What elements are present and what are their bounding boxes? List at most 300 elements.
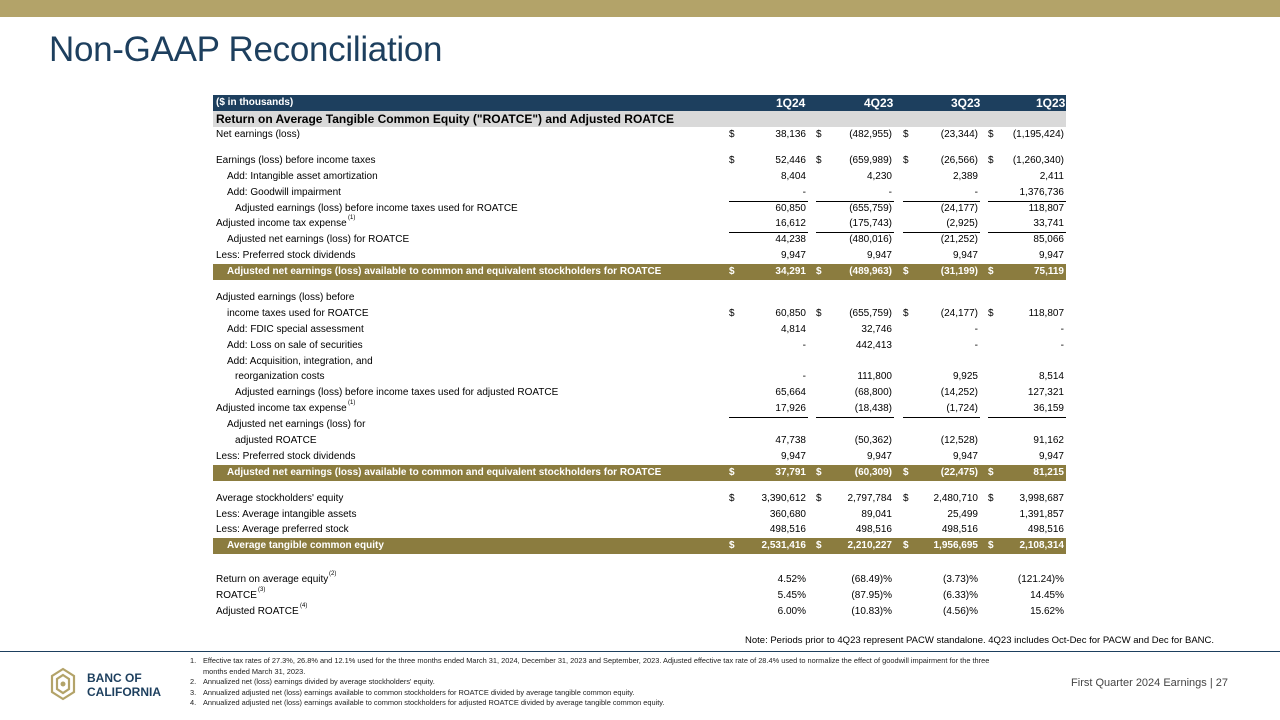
cell-value: 8,514 <box>1038 371 1064 383</box>
table-cell <box>903 127 980 143</box>
currency-symbol: $ <box>988 154 994 166</box>
table-row <box>213 185 1066 201</box>
cell-value: 9,947 <box>1038 450 1064 462</box>
table-row <box>213 153 1066 169</box>
table-cell <box>988 522 1066 539</box>
table-cell <box>816 216 894 233</box>
table-cell <box>816 491 894 507</box>
table-cell <box>729 449 808 466</box>
row-label: Return on average equity <box>216 574 329 586</box>
table-cell <box>988 322 1066 338</box>
table-cell <box>729 216 808 233</box>
table-cell <box>729 322 808 338</box>
table-cell <box>729 153 808 169</box>
table-cell <box>903 216 980 233</box>
currency-symbol: $ <box>988 266 994 278</box>
total-row <box>213 465 1066 481</box>
table-cell <box>903 572 980 588</box>
table-cell <box>988 232 1066 248</box>
table-cell <box>988 604 1066 620</box>
cell-value: 14.45% <box>1030 590 1064 602</box>
table-cell <box>729 264 808 280</box>
table-cell <box>988 369 1066 385</box>
table-cell <box>729 522 808 539</box>
cell-value: 37,791 <box>775 466 806 478</box>
currency-symbol: $ <box>903 466 909 478</box>
row-label: Add: Acquisition, integration, and <box>227 355 373 367</box>
column-header: 1Q24 <box>776 96 806 110</box>
cell-value: 498,516 <box>1027 524 1064 536</box>
cell-value: (1,260,340) <box>1012 154 1064 166</box>
cell-value: 32,746 <box>861 323 892 335</box>
cell-value: (175,743) <box>849 218 892 230</box>
cell-value: (6.33)% <box>942 590 978 602</box>
table-cell <box>729 604 808 620</box>
top-accent-bar <box>0 0 1280 17</box>
cell-value: (50,362) <box>854 435 892 447</box>
table-cell <box>816 538 894 554</box>
cell-value: - <box>1060 339 1064 351</box>
table-row <box>213 338 1066 354</box>
table-row <box>213 354 1066 370</box>
table-cell <box>988 507 1066 523</box>
table-cell <box>903 264 980 280</box>
table-cell <box>729 369 808 385</box>
cell-value: 52,446 <box>775 154 806 166</box>
row-label: Adjusted earnings (loss) before income taxes used for ROATCE <box>235 202 518 214</box>
table-cell <box>988 465 1066 481</box>
cell-value: 9,925 <box>952 371 978 383</box>
cell-value: 4,230 <box>866 170 892 182</box>
table-cell <box>729 338 808 354</box>
table-cell <box>816 201 894 217</box>
table-cell <box>816 185 894 202</box>
table-cell <box>988 127 1066 143</box>
table-cell <box>729 201 808 217</box>
currency-symbol: $ <box>816 466 822 478</box>
brand-line-2: CALIFORNIA <box>87 685 161 699</box>
cell-value: (87.95)% <box>851 590 892 602</box>
cell-value: 85,066 <box>1033 234 1064 246</box>
currency-symbol: $ <box>816 307 822 319</box>
banc-logo-icon <box>48 667 78 701</box>
table-row <box>213 369 1066 385</box>
row-label: ROATCE <box>216 590 257 602</box>
cell-value: - <box>974 323 978 335</box>
table-cell <box>988 248 1066 265</box>
row-label: Adjusted earnings (loss) before income taxes used for adjusted ROATCE <box>235 387 559 399</box>
cell-value: 8,404 <box>780 170 806 182</box>
cell-value: (2,925) <box>946 218 978 230</box>
currency-symbol: $ <box>988 466 994 478</box>
row-label: Add: Loss on sale of securities <box>227 339 363 351</box>
cell-value: 15.62% <box>1030 606 1064 618</box>
cell-value: 111,800 <box>857 371 892 383</box>
table-row <box>213 322 1066 338</box>
currency-symbol: $ <box>903 266 909 278</box>
cell-value: (26,566) <box>940 154 978 166</box>
table-cell <box>816 401 894 418</box>
table-row: Return on average equity (2) 4.52% (68.49)% (3.73)% (121.24)% <box>213 572 1066 588</box>
cell-value: 4,814 <box>780 323 806 335</box>
table-cell <box>903 248 980 265</box>
page-title: Non-GAAP Reconciliation <box>49 30 443 69</box>
cell-value: (489,963) <box>849 266 892 278</box>
row-label: Adjusted net earnings (loss) available to common and equivalent stockholders for ROATCE <box>227 466 662 478</box>
table-row <box>213 433 1066 449</box>
row-label: Average stockholders' equity <box>216 492 344 504</box>
currency-symbol: $ <box>988 307 994 319</box>
table-cell <box>816 127 894 143</box>
cell-value: (12,528) <box>940 435 978 447</box>
table-cell <box>903 507 980 523</box>
cell-value: 75,119 <box>1033 266 1064 278</box>
cell-value: 1,956,695 <box>933 540 978 552</box>
table-cell <box>816 449 894 466</box>
currency-symbol: $ <box>988 492 994 504</box>
table-cell <box>816 588 894 604</box>
cell-value: 9,947 <box>866 250 892 262</box>
table-cell <box>816 369 894 385</box>
cell-value: 498,516 <box>769 524 806 536</box>
currency-symbol: $ <box>729 266 735 278</box>
table-cell <box>903 153 980 169</box>
table-cell <box>729 538 808 554</box>
table-row <box>213 201 1066 217</box>
table-cell <box>816 153 894 169</box>
table-cell <box>988 433 1066 449</box>
cell-value: 89,041 <box>861 508 892 520</box>
table-cell <box>988 169 1066 185</box>
cell-value: 5.45% <box>777 590 806 602</box>
cell-value: (1,724) <box>946 403 978 415</box>
cell-value: (1,195,424) <box>1012 129 1064 140</box>
table-cell <box>816 232 894 248</box>
cell-value: 1,376,736 <box>1019 186 1064 198</box>
table-cell <box>903 433 980 449</box>
table-cell <box>816 572 894 588</box>
cell-value: (31,199) <box>940 266 978 278</box>
cell-value: 44,238 <box>775 234 806 246</box>
currency-symbol: $ <box>729 129 735 140</box>
cell-value: 60,850 <box>775 202 806 214</box>
table-cell <box>903 538 980 554</box>
table-cell <box>988 538 1066 554</box>
cell-value: 2,389 <box>952 170 978 182</box>
table-note: Note: Periods prior to 4Q23 represent PACW standalone. 4Q23 includes Oct-Dec for PACW and Dec for BANC. <box>745 635 1215 646</box>
cell-value: (21,252) <box>940 234 978 246</box>
row-label: reorganization costs <box>235 371 325 383</box>
column-header: 1Q23 <box>1036 96 1066 110</box>
table-cell <box>816 465 894 481</box>
table-cell <box>729 169 808 185</box>
currency-symbol: $ <box>903 492 909 504</box>
cell-value: 3,998,687 <box>1019 492 1064 504</box>
row-label: Less: Preferred stock dividends <box>216 450 356 462</box>
unit-label: ($ in thousands) <box>216 97 294 108</box>
table-cell <box>903 185 980 202</box>
cell-value: 127,321 <box>1027 387 1064 399</box>
cell-value: 38,136 <box>775 129 806 140</box>
table-body <box>213 127 1066 620</box>
column-header: 3Q23 <box>951 96 981 110</box>
cell-value: 9,947 <box>952 450 978 462</box>
currency-symbol: $ <box>816 154 822 166</box>
cell-value: 118,807 <box>1028 202 1064 214</box>
cell-value: 118,807 <box>1028 307 1064 319</box>
currency-symbol: $ <box>816 540 822 552</box>
table-cell <box>988 338 1066 354</box>
section-title: Return on Average Tangible Common Equity ("ROATCE") and Adjusted ROATCE <box>216 112 675 126</box>
cell-value: 33,741 <box>1033 218 1064 230</box>
row-label: Adjusted net earnings (loss) for ROATCE <box>227 234 410 246</box>
table-row <box>213 507 1066 523</box>
cell-value: 16,612 <box>775 218 806 230</box>
cell-value: (23,344) <box>940 129 978 140</box>
table-cell <box>816 248 894 265</box>
currency-symbol: $ <box>729 540 735 552</box>
cell-value: 9,947 <box>1038 250 1064 262</box>
table-cell <box>816 264 894 280</box>
table-cell <box>816 306 894 322</box>
footer-text: First Quarter 2024 Earnings | <box>1071 677 1213 689</box>
cell-value: 9,947 <box>780 450 806 462</box>
table-cell <box>816 522 894 539</box>
table-row <box>213 169 1066 185</box>
cell-value: 34,291 <box>775 266 806 278</box>
table-cell <box>729 588 808 604</box>
footnote: 2. Annualized net (loss) earnings divided by average stockholders' equity. <box>190 677 435 686</box>
table-cell <box>729 127 808 143</box>
cell-value: (24,177) <box>940 307 978 319</box>
table-row <box>213 306 1066 322</box>
table-cell <box>988 216 1066 233</box>
table-row: Adjusted income tax expense (1) 16,612 (175,743) (2,925) 33,741 <box>213 216 1066 232</box>
cell-value: 2,108,314 <box>1019 540 1064 552</box>
row-label: Adjusted earnings (loss) before <box>216 292 355 304</box>
table-cell <box>816 433 894 449</box>
cell-value: - <box>802 339 806 351</box>
row-label: Add: FDIC special assessment <box>227 323 364 335</box>
cell-value: 81,215 <box>1033 466 1064 478</box>
page-number: 27 <box>1215 677 1228 689</box>
footnote: 4. Annualized adjusted net (loss) earnings available to common stockholders for adjusted ROATCE divided by average tangible common equity. <box>190 698 665 707</box>
table-cell <box>988 201 1066 217</box>
row-spacer <box>213 481 1066 491</box>
row-label: Adjusted ROATCE <box>216 606 299 618</box>
table-cell <box>988 264 1066 280</box>
table-row <box>213 127 1066 143</box>
table-cell <box>988 185 1066 202</box>
cell-value: (3.73)% <box>942 574 978 586</box>
table-cell <box>988 572 1066 588</box>
table-cell <box>729 507 808 523</box>
table-cell <box>729 572 808 588</box>
currency-symbol: $ <box>988 129 994 140</box>
row-label: adjusted ROATCE <box>235 435 317 447</box>
table-row <box>213 385 1066 401</box>
cell-value: 442,413 <box>855 339 892 351</box>
table-cell <box>903 491 980 507</box>
cell-value: 91,162 <box>1033 435 1064 447</box>
row-label: Net earnings (loss) <box>216 129 300 140</box>
table-cell <box>903 338 980 354</box>
table-header-row <box>213 95 1066 111</box>
table-row <box>213 491 1066 507</box>
table-cell <box>729 306 808 322</box>
table-cell <box>988 588 1066 604</box>
row-label: Add: Intangible asset amortization <box>227 170 378 182</box>
footnotes <box>190 656 993 709</box>
table-row: Adjusted ROATCE (4) 6.00% (10.83)% (4.56)% 15.62% <box>213 604 1066 620</box>
cell-value: 60,850 <box>775 307 806 319</box>
table-cell <box>816 604 894 620</box>
table-row <box>213 417 1066 433</box>
table-row <box>213 449 1066 465</box>
cell-value: 36,159 <box>1033 403 1064 415</box>
cell-value: 65,664 <box>775 387 806 399</box>
table-cell <box>903 369 980 385</box>
table-row <box>213 232 1066 248</box>
table-cell <box>988 449 1066 466</box>
currency-symbol: $ <box>729 307 735 319</box>
row-spacer <box>213 280 1066 290</box>
table-cell <box>903 385 980 401</box>
table-cell <box>729 401 808 418</box>
table-row <box>213 248 1066 264</box>
table-cell <box>903 169 980 185</box>
row-label: Less: Preferred stock dividends <box>216 250 356 262</box>
row-label: income taxes used for ROATCE <box>227 307 369 319</box>
table-cell <box>816 507 894 523</box>
row-label: Average tangible common equity <box>227 540 384 552</box>
table-cell <box>988 401 1066 418</box>
currency-symbol: $ <box>903 540 909 552</box>
cell-value: 6.00% <box>777 606 806 618</box>
table-cell <box>729 433 808 449</box>
section-title-row <box>213 111 1066 127</box>
cell-value: (22,475) <box>940 466 978 478</box>
cell-value: 2,210,227 <box>847 540 892 552</box>
brand-name <box>87 671 161 699</box>
table-cell <box>903 306 980 322</box>
table-cell <box>729 232 808 248</box>
cell-value: 2,480,710 <box>933 492 978 504</box>
cell-value: (68,800) <box>854 387 892 399</box>
currency-symbol: $ <box>816 129 822 140</box>
column-header: 4Q23 <box>864 96 894 110</box>
table-row: ROATCE (3) 5.45% (87.95)% (6.33)% 14.45% <box>213 588 1066 604</box>
table-cell <box>903 522 980 539</box>
cell-value: (121.24)% <box>1017 574 1064 586</box>
cell-value: (60,309) <box>854 466 892 478</box>
table-cell <box>729 248 808 265</box>
cell-value: 17,926 <box>775 403 806 415</box>
cell-value: 2,531,416 <box>761 540 806 552</box>
cell-value: 3,390,612 <box>761 492 806 504</box>
cell-value: 498,516 <box>941 524 978 536</box>
table-cell <box>903 322 980 338</box>
cell-value: 9,947 <box>952 250 978 262</box>
currency-symbol: $ <box>729 154 735 166</box>
cell-value: - <box>974 186 978 198</box>
row-label: Adjusted net earnings (loss) for <box>227 419 366 431</box>
reconciliation-table <box>213 95 1066 620</box>
cell-value: (10.83)% <box>851 606 892 618</box>
cell-value: 4.52% <box>777 574 806 586</box>
cell-value: 9,947 <box>780 250 806 262</box>
row-label: Adjusted net earnings (loss) available to common and equivalent stockholders for ROATCE <box>227 266 662 278</box>
cell-value: (482,955) <box>849 129 892 140</box>
cell-value: - <box>974 339 978 351</box>
cell-value: 498,516 <box>855 524 892 536</box>
cell-value: - <box>802 186 806 198</box>
cell-value: - <box>802 371 806 383</box>
currency-symbol: $ <box>816 266 822 278</box>
table-cell <box>903 604 980 620</box>
cell-value: (14,252) <box>940 387 978 399</box>
row-label: Adjusted income tax expense <box>216 218 347 230</box>
table-row: Adjusted income tax expense (1) 17,926 (18,438) (1,724) 36,159 <box>213 401 1066 417</box>
table-cell <box>816 169 894 185</box>
currency-symbol: $ <box>988 540 994 552</box>
table-cell <box>903 201 980 217</box>
table-cell <box>988 385 1066 401</box>
cell-value: (655,759) <box>849 202 892 214</box>
row-label: Earnings (loss) before income taxes <box>216 154 376 166</box>
cell-value: (24,177) <box>940 202 978 214</box>
cell-value: 1,391,857 <box>1019 508 1064 520</box>
row-label: Less: Average intangible assets <box>216 508 357 520</box>
footnote: 3. Annualized adjusted net (loss) earnings available to common stockholders for ROATCE divided by average tangible common equity. <box>190 687 635 697</box>
currency-symbol: $ <box>729 466 735 478</box>
table-cell <box>903 465 980 481</box>
table-cell <box>988 306 1066 322</box>
footer-page-info <box>1071 677 1228 689</box>
row-label: Less: Average preferred stock <box>216 524 349 536</box>
currency-symbol: $ <box>816 492 822 504</box>
footer-divider <box>0 651 1280 652</box>
table-cell <box>988 153 1066 169</box>
table-cell <box>988 491 1066 507</box>
total-row <box>213 538 1066 554</box>
cell-value: - <box>1060 323 1064 335</box>
row-spacer <box>213 143 1066 153</box>
row-label: Add: Goodwill impairment <box>227 186 341 198</box>
cell-value: - <box>888 186 892 198</box>
footnote: 1. Effective tax rates of 27.3%, 26.8% and 12.1% used for the three months ended March 31, 2024, December 31, 2023 and September, 2023. Adjusted effective tax rate of 28.4% used to normalize the effect of goodwill impairment for the three months ended March 31, 2023. <box>190 656 990 676</box>
brand-line-1: BANC OF <box>87 671 142 685</box>
cell-value: (659,989) <box>849 154 892 166</box>
table-cell <box>729 185 808 202</box>
cell-value: (4.56)% <box>942 606 978 618</box>
currency-symbol: $ <box>903 307 909 319</box>
row-spacer <box>213 554 1066 572</box>
cell-value: (480,016) <box>849 234 892 246</box>
cell-value: (655,759) <box>849 307 892 319</box>
row-label: Adjusted income tax expense <box>216 403 347 415</box>
table-row <box>213 522 1066 538</box>
total-row <box>213 264 1066 280</box>
currency-symbol: $ <box>903 129 909 140</box>
currency-symbol: $ <box>903 154 909 166</box>
table-cell <box>816 322 894 338</box>
cell-value: 25,499 <box>947 508 978 520</box>
cell-value: (68.49)% <box>851 574 892 586</box>
cell-value: 47,738 <box>775 435 806 447</box>
table-cell <box>729 465 808 481</box>
table-cell <box>903 588 980 604</box>
